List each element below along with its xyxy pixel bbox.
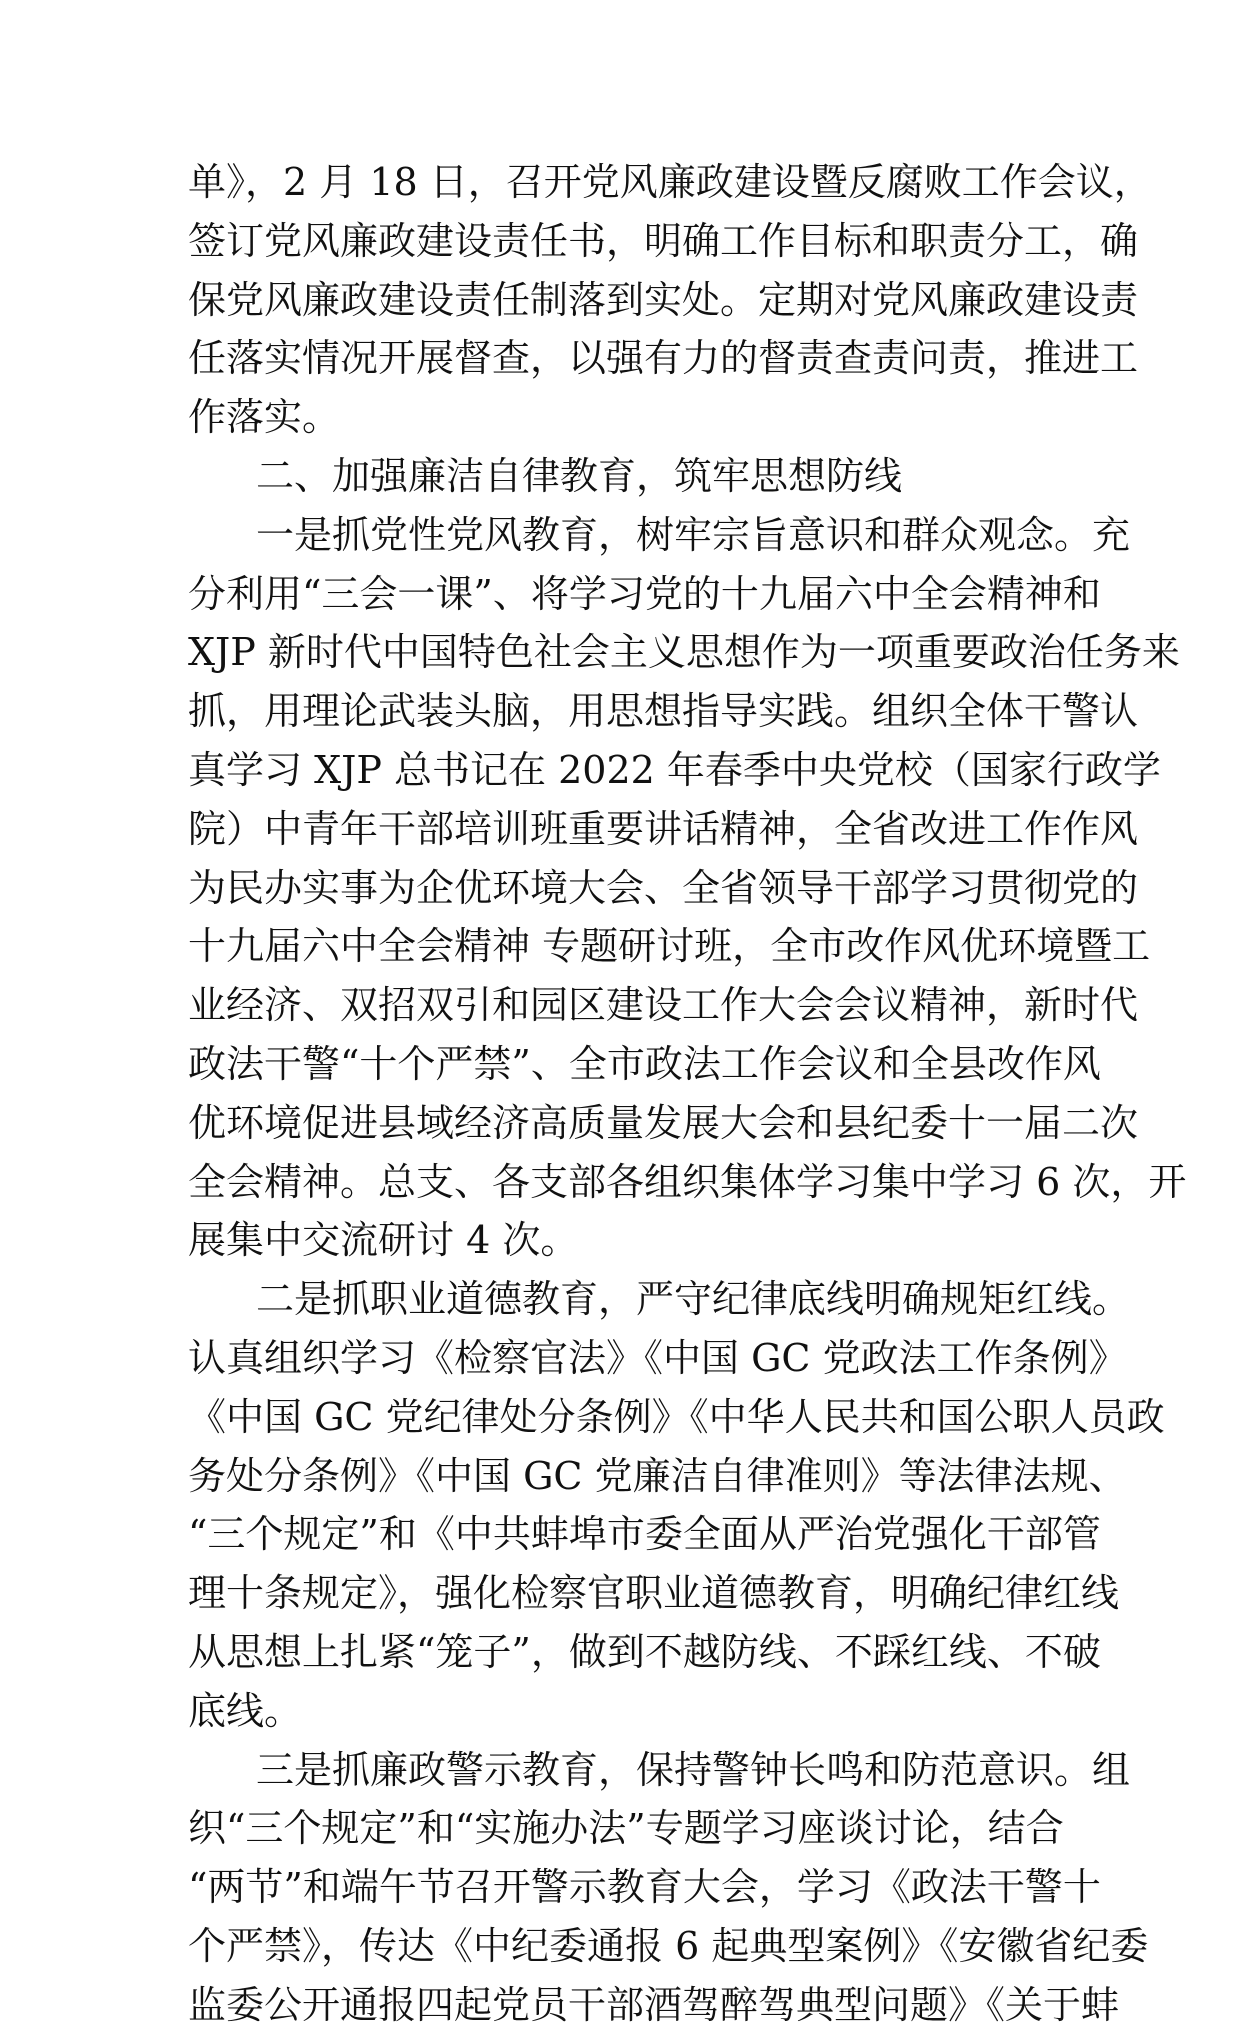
text-line: 签订党风廉政建设责任书，明确工作目标和职责分工，确 — [188, 218, 1139, 263]
text-line: 全会精神。总支、各支部各组织集体学习集中学习 6 次，开 — [188, 1159, 1187, 1204]
text-line: 个严禁》，传达《中纪委通报 6 起典型案例》《安徽省纪委 — [188, 1923, 1149, 1968]
text-line: 一是抓党性党风教育，树牢宗旨意识和群众观念。充 — [256, 512, 1131, 557]
text-line: 监委公开通报四起党员干部酒驾醉驾典型问题》《关于蚌 — [188, 1982, 1120, 2027]
section-heading: 二、加强廉洁自律教育，筑牢思想防线 — [256, 453, 903, 498]
text-line: “两节”和端午节召开警示教育大会，学习《政法干警十 — [188, 1865, 1101, 1910]
text-line: 织“三个规定”和“实施办法”专题学习座谈讨论，结合 — [188, 1806, 1064, 1851]
text-line: 认真组织学习《检察官法》《中国 GC 党政法工作条例》 — [188, 1335, 1127, 1380]
text-line: XJP 新时代中国特色社会主义思想作为一项重要政治任务来 — [188, 630, 1180, 675]
text-line: 政法干警“十个严禁”、全市政法工作会议和全县改作风 — [188, 1041, 1101, 1086]
text-line: 二是抓职业道德教育，严守纪律底线明确规矩红线。 — [256, 1277, 1131, 1322]
text-line: 十九届六中全会精神 专题研讨班，全市改作风优环境暨工 — [188, 924, 1151, 969]
text-line: 作落实。 — [188, 395, 341, 440]
text-line: 任落实情况开展督查，以强有力的督责查责问责，推进工 — [188, 336, 1139, 381]
text-line: 三是抓廉政警示教育，保持警钟长鸣和防范意识。组 — [256, 1747, 1131, 1792]
text-line: 真学习 XJP 总书记在 2022 年春季中央党校（国家行政学 — [188, 747, 1161, 792]
text-line: 分利用“三会一课”、将学习党的十九届六中全会精神和 — [188, 571, 1101, 616]
text-line: 保党风廉政建设责任制落到实处。定期对党风廉政建设责 — [188, 277, 1139, 322]
text-line: 理十条规定》，强化检察官职业道德教育，明确纪律红线 — [188, 1571, 1120, 1616]
body-text — [188, 153, 1187, 2035]
text-line: 抓，用理论武装头脑，用思想指导实践。组织全体干警认 — [188, 689, 1139, 734]
text-line: 优环境促进县域经济高质量发展大会和县纪委十一届二次 — [188, 1100, 1139, 1145]
text-line: 底线。 — [188, 1688, 303, 1733]
text-line: 展集中交流研讨 4 次。 — [188, 1218, 579, 1263]
text-line: 院）中青年干部培训班重要讲话精神，全省改进工作作风 — [188, 806, 1139, 851]
text-line: “三个规定”和《中共蚌埠市委全面从严治党强化干部管 — [188, 1512, 1101, 1557]
text-line: 为民办实事为企优环境大会、全省领导干部学习贯彻党的 — [188, 865, 1139, 910]
text-line: 务处分条例》《中国 GC 党廉洁自律准则》等法律法规、 — [188, 1453, 1127, 1498]
text-line: 单》，2 月 18 日，召开党风廉政建设暨反腐败工作会议， — [188, 160, 1152, 204]
text-line: 从思想上扎紧“笼子”，做到不越防线、不踩红线、不破 — [188, 1629, 1101, 1674]
text-line: 《中国 GC 党纪律处分条例》《中华人民共和国公职人员政 — [188, 1394, 1165, 1439]
text-line: 业经济、双招双引和园区建设工作大会会议精神，新时代 — [188, 983, 1139, 1028]
